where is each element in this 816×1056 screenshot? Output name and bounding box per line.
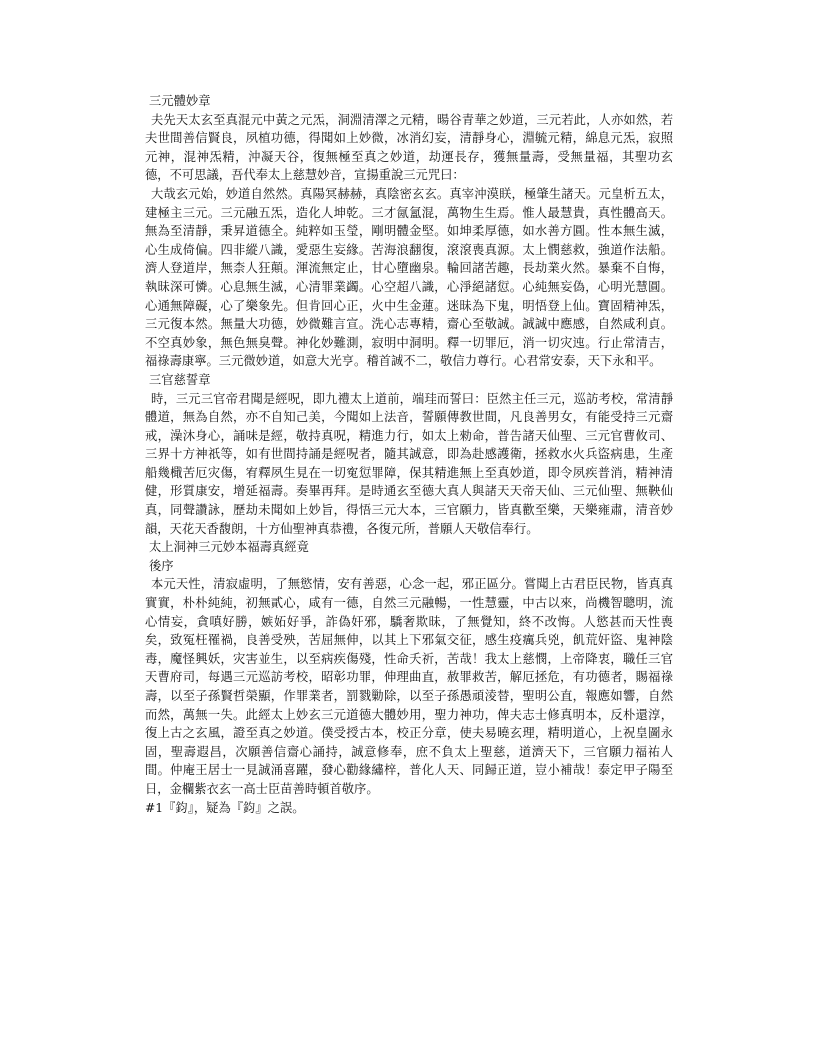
section-title-sanguan-cishi: 三官慈誓章 bbox=[149, 372, 211, 387]
section-title-postface: 後序 bbox=[149, 558, 174, 573]
section-title-sanyuan-timiao: 三元體妙章 bbox=[149, 94, 211, 108]
paragraph-sanyuan-chant: 大哉玄元始，妙道自然然。真陽冥赫赫，真陰密玄玄。真宰沖漠眹，極肇生諸天。元皇析五太，建極主三元。三元融五炁，造化人坤乾。三才氤氳混，萬物生生焉。惟人最慧貴，真性體高天。無為至清靜，秉昇道德全。純粹如玉瑩，剛明體金堅。如坤柔厚德，如水善方圓。性本無生滅，心生成倚偏。四非縱八識，愛惡生妄緣。苦海浪翻復，滾滾喪真源。太上憫慈救，強道作法船。濟人登道岸，無柰人狂顛。渾流無定止，甘心墮幽泉。輪回諸苦趣，長劫業火然。暴棄不自悔，執昧深可憐。心息無生滅，心清罪業蠲。心空超八識，心淨絕諸愆。心純無妄偽，心明光慧圓。心通無障礙，心了樂象先。但肯回心正，火中生金蓮。迷昧為下鬼，明悟登上仙。寶固精神炁，三元復本然。無量大功德，妙微難言宣。洗心志專精，齋心至敬誠。誠誠中應感，自然咸利貞。不空真妙象，無色無臭聲。神化妙難測，寂明中洞明。釋一切罪厄，消一切灾迍。行止常清吉，福祿壽康寧。三元微妙道，如意大光亨。稽首誠不二，敬信力尊行。心君常安泰，天下永和平。 bbox=[145, 186, 673, 369]
paragraph-preface-body: 夫先天太玄至真混元中黃之元炁，洞淵清澤之元精，暘谷青華之妙道，三元若此，人亦如然，若夫世間善信賢良，夙植功德，得聞如上妙微，冰消幻妄，清靜身心，淵毓元精，綿息元炁，寂照元神，混神炁精，沖凝天谷，復無極至真之妙道，劫運長存，獲無量壽，受無量福，其聖功玄德，不可思議，吾代奉太上慈慧妙音，宣揚重說三元咒曰： bbox=[145, 112, 673, 183]
paragraph-postface: 本元天性，清寂虛明，了無慾情，安有善惡，心念一起，邪正區分。嘗聞上古君臣民物，皆真真實實，朴朴純純，初無貳心，咸有一德，自然三元融暢，一性慧靈，中古以來，尚機智聰明，流心情妄，貪嗔好勝，嫉妬好爭，詐偽奸邪，驕奢欺昧，了無覺知，終不改悔。人慾甚而天性喪矣，致冤枉罹禍，良善受殃，苦屈無伸，以其上下邪氣交征，感生疫癘兵兇，飢荒奸盜、鬼神陰毒，魔怪興妖，灾害並生，以至病疾傷殘，性命夭祈，苦哉！我太上慈憫，上帝降衷，職任三官天曹府司，每遇三元巡訪考校，昭彰功罪，伸理曲直，赦罪救苦，解厄拯危，有功德者，賜福祿壽，以至子孫賢哲榮顯，作罪業者，罰戮勦除，以至子孫愚頑淩替，聖明公直，報應如響，自然而然，萬無一失。此經太上妙玄三元道德大體妙用，聖力神功，俾夫志士修真明本，反朴還淳，復上古之玄風，證至真之妙道。僕受授古本，校正分章，使夫易曉玄理，精明道心，上祝皇圖永固，聖壽遐昌，次願善信齋心誦持，誠意修奉，庶不負太上聖慈，道濟天下，三官願力福祐人間。仲庵王居士一見誠涌喜躍，發心勸緣繡梓，普化人天、同歸正道，豈小補哉！泰定甲子陽至日，金欄紫衣玄一高士臣苗善時頓首敬序。 bbox=[145, 577, 673, 796]
paragraph-sanguan-vow: 時，三元三官帝君聞是經呪，即九禮太上道前，端珪而誓曰：臣然主任三元，巡訪考校，常清靜體道，無為自然，亦不自知己美，今聞如上法音，誓願傳教世間，凡良善男女，有能受持三元齋戒，澡沐身心，誦味是經，敬持真呪，精進力行，如太上勑命，普告諸天仙聖、三元官曹攸司、三界十方神祇等，如有世間持誦是經呪者，隨其誠意，即為赴感護衛，拯救水火兵盜病患，生產船幾檝苦厄灾傷，宥釋夙生見在一切寃愆罪障，保其精進無上至真妙道，即令夙疾普消，精神清健，形質康安，增延福壽。奏畢再拜。是時通玄至德大真人與諸天天帝天仙、三元仙聖、無鞅仙真，同聲讚詠，歷劫未聞如上妙旨，得悟三元大本，三官願力，皆真歡至樂，天樂雍肅，清音妙韻，天花天香馥朗，十方仙聖神真恭禮，各復元所，普願人天敬信奉行。 bbox=[145, 391, 673, 536]
footnote: #1『鈞』，疑為『鈞』之誤。 bbox=[145, 800, 305, 815]
document-page bbox=[145, 92, 673, 817]
scripture-end-title: 太上洞神三元妙本福壽真經竟 bbox=[149, 540, 309, 555]
